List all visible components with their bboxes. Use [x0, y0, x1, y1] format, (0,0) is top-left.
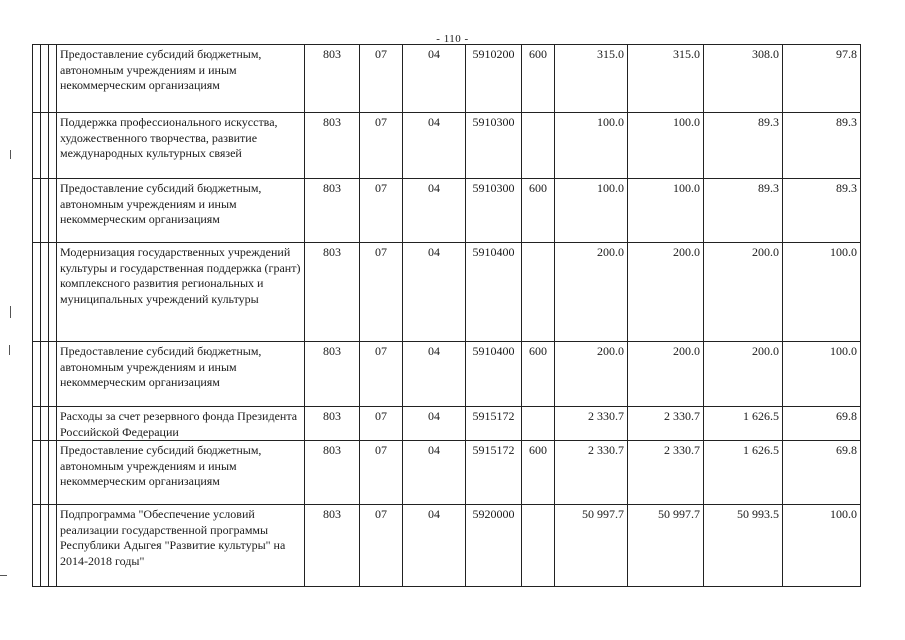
section-code: 07 [360, 243, 403, 342]
executed-amount: 50 993.5 [704, 505, 783, 587]
gutter-cell [33, 407, 41, 441]
ministry-code: 803 [305, 441, 360, 505]
scan-mark-lower [9, 345, 10, 355]
table-row [33, 407, 861, 441]
gutter-cell [49, 45, 57, 113]
plan-amount: 100.0 [555, 179, 628, 243]
expense-type-code: 600 [522, 342, 555, 407]
gutter-cell [49, 113, 57, 179]
expense-type-code [522, 407, 555, 441]
execution-percent: 97.8 [783, 45, 861, 113]
gutter-cell [33, 45, 41, 113]
ministry-code: 803 [305, 407, 360, 441]
refined-plan-amount: 100.0 [628, 113, 704, 179]
refined-plan-amount: 100.0 [628, 179, 704, 243]
subsection-code: 04 [403, 179, 466, 243]
refined-plan-amount: 50 997.7 [628, 505, 704, 587]
gutter-cell [49, 505, 57, 587]
gutter-cell [49, 179, 57, 243]
executed-amount: 89.3 [704, 113, 783, 179]
section-code: 07 [360, 505, 403, 587]
plan-amount: 2 330.7 [555, 407, 628, 441]
scan-mark-top [10, 150, 11, 159]
table-row [33, 243, 861, 342]
table-row [33, 45, 861, 113]
executed-amount: 200.0 [704, 342, 783, 407]
row-description: Предоставление субсидий бюджетным, автономным учреждениям и иным некоммерческим организациям [57, 179, 305, 243]
expense-type-code: 600 [522, 45, 555, 113]
execution-percent: 69.8 [783, 441, 861, 505]
section-code: 07 [360, 407, 403, 441]
gutter-cell [33, 505, 41, 587]
scan-mark-middle [10, 306, 11, 318]
table-row [33, 505, 861, 587]
refined-plan-amount: 200.0 [628, 342, 704, 407]
gutter-cell [41, 179, 49, 243]
plan-amount: 200.0 [555, 342, 628, 407]
budget-table [32, 44, 861, 587]
ministry-code: 803 [305, 243, 360, 342]
gutter-cell [33, 243, 41, 342]
execution-percent: 100.0 [783, 505, 861, 587]
executed-amount: 1 626.5 [704, 407, 783, 441]
subsection-code: 04 [403, 113, 466, 179]
refined-plan-amount: 315.0 [628, 45, 704, 113]
gutter-cell [49, 342, 57, 407]
section-code: 07 [360, 179, 403, 243]
executed-amount: 200.0 [704, 243, 783, 342]
expense-type-code: 600 [522, 441, 555, 505]
gutter-cell [49, 243, 57, 342]
gutter-cell [49, 407, 57, 441]
plan-amount: 315.0 [555, 45, 628, 113]
table-row [33, 342, 861, 407]
subsection-code: 04 [403, 441, 466, 505]
scan-mark-bottom [0, 575, 7, 576]
gutter-cell [49, 441, 57, 505]
subsection-code: 04 [403, 45, 466, 113]
executed-amount: 308.0 [704, 45, 783, 113]
execution-percent: 100.0 [783, 342, 861, 407]
row-description: Поддержка профессионального искусства, художественного творчества, развитие международных культурных связей [57, 113, 305, 179]
gutter-cell [41, 407, 49, 441]
expense-type-code: 600 [522, 179, 555, 243]
section-code: 07 [360, 113, 403, 179]
subsection-code: 04 [403, 243, 466, 342]
row-description: Предоставление субсидий бюджетным, автономным учреждениям и иным некоммерческим организациям [57, 342, 305, 407]
target-article-code: 5920000 [466, 505, 522, 587]
target-article-code: 5910400 [466, 342, 522, 407]
refined-plan-amount: 200.0 [628, 243, 704, 342]
executed-amount: 1 626.5 [704, 441, 783, 505]
ministry-code: 803 [305, 505, 360, 587]
execution-percent: 69.8 [783, 407, 861, 441]
row-description: Предоставление субсидий бюджетным, автономным учреждениям и иным некоммерческим организациям [57, 45, 305, 113]
gutter-cell [33, 441, 41, 505]
ministry-code: 803 [305, 113, 360, 179]
table-row [33, 113, 861, 179]
row-description: Предоставление субсидий бюджетным, автономным учреждениям и иным некоммерческим организациям [57, 441, 305, 505]
expense-type-code [522, 243, 555, 342]
gutter-cell [33, 342, 41, 407]
ministry-code: 803 [305, 179, 360, 243]
ministry-code: 803 [305, 45, 360, 113]
refined-plan-amount: 2 330.7 [628, 441, 704, 505]
ministry-code: 803 [305, 342, 360, 407]
table-row [33, 179, 861, 243]
execution-percent: 89.3 [783, 179, 861, 243]
section-code: 07 [360, 441, 403, 505]
section-code: 07 [360, 342, 403, 407]
target-article-code: 5910300 [466, 179, 522, 243]
execution-percent: 89.3 [783, 113, 861, 179]
target-article-code: 5910300 [466, 113, 522, 179]
expense-type-code [522, 505, 555, 587]
subsection-code: 04 [403, 407, 466, 441]
row-description: Расходы за счет резервного фонда Президента Российской Федерации [57, 407, 305, 441]
execution-percent: 100.0 [783, 243, 861, 342]
gutter-cell [41, 441, 49, 505]
gutter-cell [41, 505, 49, 587]
refined-plan-amount: 2 330.7 [628, 407, 704, 441]
table-row [33, 441, 861, 505]
subsection-code: 04 [403, 505, 466, 587]
page-number: - 110 - [436, 33, 469, 45]
section-code: 07 [360, 45, 403, 113]
gutter-cell [41, 342, 49, 407]
plan-amount: 100.0 [555, 113, 628, 179]
gutter-cell [41, 243, 49, 342]
subsection-code: 04 [403, 342, 466, 407]
expense-type-code [522, 113, 555, 179]
target-article-code: 5915172 [466, 407, 522, 441]
plan-amount: 2 330.7 [555, 441, 628, 505]
executed-amount: 89.3 [704, 179, 783, 243]
gutter-cell [41, 45, 49, 113]
target-article-code: 5910200 [466, 45, 522, 113]
gutter-cell [33, 113, 41, 179]
gutter-cell [33, 179, 41, 243]
row-description: Модернизация государственных учреждений культуры и государственная поддержка (грант) комплексного развития региональных и муниципальных учреждений культуры [57, 243, 305, 342]
row-description: Подпрограмма "Обеспечение условий реализации государственной программы Республики Адыгея "Развитие культуры" на 2014-2018 годы" [57, 505, 305, 587]
target-article-code: 5915172 [466, 441, 522, 505]
target-article-code: 5910400 [466, 243, 522, 342]
gutter-cell [41, 113, 49, 179]
plan-amount: 200.0 [555, 243, 628, 342]
plan-amount: 50 997.7 [555, 505, 628, 587]
